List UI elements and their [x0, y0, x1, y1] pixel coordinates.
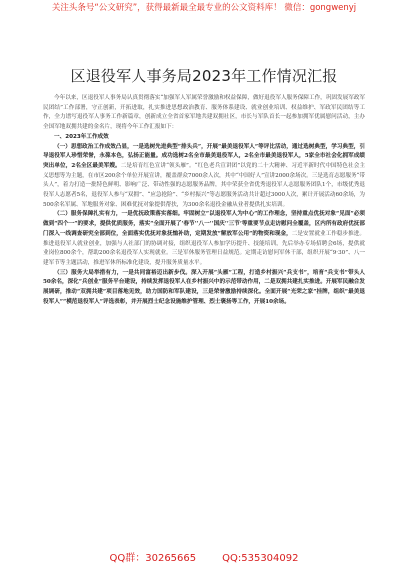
item2-heading: （二）服务保障扎实有力，一是优抚政策落实落细。牢固树立“以退役军人为中心”的工作理念，坚持重点优抚对象“见面”必须做到“四个一”的要求，提供优质服务，落实“全面开展了‘春节’‘八一’‘国庆’‘三节’等重要节点走访慰问全覆盖，区内所有政府优抚部门深入一线调查研究全部到位，全面落实优抚对象抚恤补助，定期发放“解放军公用”的物资和现金， — [43, 211, 365, 237]
document-title: 区退役军人事务局2023年工作情况汇报 — [70, 67, 338, 85]
top-banner: 关注头条号“公文研究”，获得最新最全最专业的公文资料库！ 微信：gongwenyj — [51, 3, 357, 13]
footer-qq: QQ:535304092 — [222, 553, 299, 564]
item3-heading: （三）服务大局举措有力，一是共同富裕迈出新步伐。深入开展“头雁”工程，打造乡村振兴“兵支书”，培育“兵支书”带头人50余名，深化“兵创业”服务平台建设，持续发挥退役军人在乡村振兴中的示范带动作用，二是双拥共建扎实推进。开展军民融合发展调研，推动“双拥共建”项目落地见效，助力国防和军队建设，三是荣誉激励持续深化。全面开展“光荣之家”挂牌，组织“最美退役军人”“模范退役军人”评选表彰，并开展烈士纪念设施维护管理、烈士褒扬等工作，开展10余场。 — [43, 269, 365, 305]
document-body — [43, 94, 365, 307]
intro-paragraph: 今年以来，区退役军人事务局认真贯彻落实“加强军人军属荣誉激励和权益保障，做好退役军人服务保障工作，巩固发展军政军民团结”工作部署，守正创新，开拓进取，扎实推进思想政治教育、服务体系建设、就业创业培训、权益维护、军政军民团结等工作，全力谱写退役军人事务工作新篇章，创新成立全省首家军地共建双拥社区，市长与军队首长一起参加拥军优属慰问活动，主办全国军地双拥共建的金名片，现将今年工作汇报如下： — [43, 95, 365, 131]
item3-paragraph — [43, 269, 365, 308]
footer-contact — [0, 552, 408, 565]
item1-text: 二是培育红色宣讲“领头雁”。“红色老兵宣讲团”以党的二十大精神、习近平新时代中国特色社会主义思想等为主题，在市区200余个单位开展宣讲，覆盖群众7000余人次，其中“中国好人”宣讲2000余场次。三是选育志愿服务“带头人”，着力打造一批特色鲜明、影响广泛、带动性强的志愿服务品牌，其中荣获全省优秀退役军人志愿服务团队1个，市级优秀退役军人志愿者5名，退役军人参与“双拥”、“应急抢险”、“乡村振兴”等志愿服务活动共计超过3000人次，累计开展活动60余场，为500余名军属、军地服务对象、困难优抚对象提供帮扶，为300余名退役金融从业者提供扎实培训。 — [43, 162, 365, 208]
item1-paragraph — [43, 143, 365, 211]
item1-heading: （一）思想政治工作成效凸显，一是选树先进典型“排头兵”，开展“最美退役军人”等评比活动，通过选树典型，学习典型，引导退役军人珍惜荣誉，永葆本色，弘扬正能量。成功选树2名全市最美退役军人，2名全市最美退役军人，5家全市社会化拥军成绩突出单位，2名全区最美军嫂。 — [43, 143, 365, 169]
section-heading: 一、2023年工作成效 — [54, 133, 109, 140]
item2-text: 二是安置就业工作稳步推进。推进退役军人就业创业，加强与人社部门的协调对接，组织退役军人参加学历提升、技能培训，先后举办专场招聘会6场，提供就业岗位800余个，帮助200余名退役军人实现就业。三是军休服务管理日益规范。定期走访慰问军休干部，组织开展“9·30”、八一建军节等主题活动，推进军休所标准化建设，提升服务质量水平。 — [43, 230, 365, 266]
footer-qq-group: QQ群：30265665 — [109, 553, 197, 564]
item2-paragraph — [43, 210, 365, 268]
